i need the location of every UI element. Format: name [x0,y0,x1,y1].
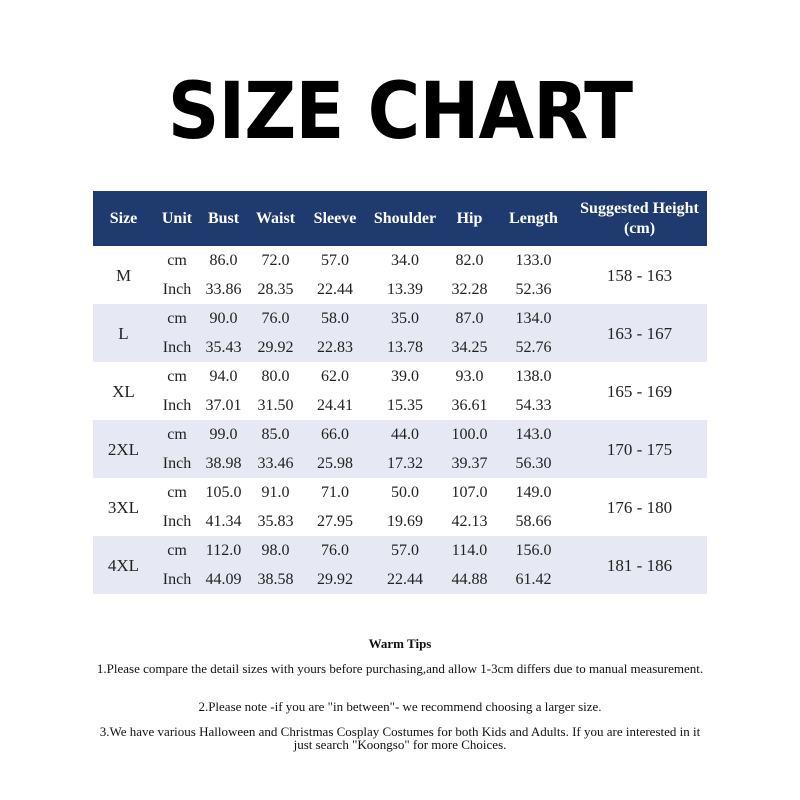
measurement-cell: 27.95 [317,513,353,530]
table-row [93,304,707,333]
measurement-cell: 99.0 [200,420,247,449]
header-waist: Waist [247,191,304,246]
measurement-cell: 76.0 [304,536,366,565]
table-row [93,536,707,565]
page-title: SIZE CHART [167,67,633,157]
measurement-cell: 33.86 [205,281,242,298]
measurement-cell: 19.69 [387,513,423,530]
unit-cell: Inch [162,281,192,298]
measurement-cell: 34.25 [444,333,495,362]
table-body [93,246,707,594]
measurement-cell: 22.83 [304,333,366,362]
measurement-cell: 98.0 [247,536,304,565]
header-shoulder: Shoulder [366,191,444,246]
measurement-cell: 32.28 [451,281,488,298]
table-row [93,362,707,391]
measurement-cell: 114.0 [444,536,495,565]
measurement-cell: 22.44 [366,565,444,594]
measurement-cell: 38.98 [200,449,247,478]
header-suggested-height: Suggested Height (cm) [572,191,707,246]
measurement-cell: 149.0 [515,484,552,501]
size-chart-table [93,191,707,594]
measurement-cell: 57.0 [321,252,349,269]
measurement-cell: 38.58 [247,565,304,594]
unit-cell: Inch [154,333,200,362]
header-bust: Bust [200,191,247,246]
measurement-cell: 35.43 [200,333,247,362]
header-size: Size [93,191,154,246]
unit-cell: Inch [162,513,192,530]
measurement-cell: 17.32 [366,449,444,478]
unit-cell: cm [154,536,200,565]
measurement-cell: 52.76 [495,333,572,362]
unit-cell: cm [154,420,200,449]
measurement-cell: 56.30 [495,449,572,478]
measurement-cell: 39.0 [391,368,419,385]
measurement-cell: 15.35 [387,397,423,414]
measurement-cell: 35.83 [257,513,294,530]
measurement-cell: 41.34 [205,513,242,530]
measurement-cell: 80.0 [261,368,290,385]
measurement-cell: 76.0 [247,304,304,333]
tip-item: 1.Please compare the detail sizes with yours before purchasing,and allow 1-3cm differs due to manual measurement. [96,661,704,676]
measurement-cell: 112.0 [200,536,247,565]
measurement-cell: 35.0 [366,304,444,333]
suggested-height-cell: 158 - 163 [606,265,673,285]
unit-cell: Inch [154,565,200,594]
measurement-cell: 143.0 [495,420,572,449]
suggested-height-cell: 163 - 167 [572,304,707,362]
measurement-cell: 82.0 [455,252,484,269]
measurement-cell: 57.0 [366,536,444,565]
measurement-cell: 37.01 [205,397,242,414]
unit-cell: cm [154,304,200,333]
measurement-cell: 156.0 [495,536,572,565]
table-header-row [93,191,707,246]
measurement-cell: 62.0 [321,368,349,385]
measurement-cell: 50.0 [391,484,419,501]
measurement-cell: 28.35 [257,281,294,298]
measurement-cell: 90.0 [200,304,247,333]
size-cell: XL [112,381,135,401]
measurement-cell: 25.98 [304,449,366,478]
measurement-cell: 44.0 [366,420,444,449]
measurement-cell: 58.0 [304,304,366,333]
measurement-cell: 33.46 [247,449,304,478]
measurement-cell: 107.0 [451,484,488,501]
measurement-cell: 91.0 [261,484,290,501]
tips-title: Warm Tips [368,636,432,651]
measurement-cell: 72.0 [261,252,290,269]
measurement-cell: 34.0 [391,252,419,269]
measurement-cell: 13.39 [387,281,423,298]
measurement-cell: 61.42 [495,565,572,594]
suggested-height-cell: 181 - 186 [572,536,707,594]
measurement-cell: 71.0 [321,484,349,501]
size-cell: L [93,304,154,362]
measurement-cell: 29.92 [304,565,366,594]
measurement-cell: 86.0 [209,252,238,269]
unit-cell: cm [167,252,187,269]
measurement-cell: 36.61 [451,397,488,414]
measurement-cell: 100.0 [444,420,495,449]
header-length: Length [495,191,572,246]
header-sleeve: Sleeve [304,191,366,246]
measurement-cell: 94.0 [209,368,238,385]
table-row [93,420,707,449]
measurement-cell: 31.50 [257,397,294,414]
measurement-cell: 85.0 [247,420,304,449]
measurement-cell: 133.0 [515,252,552,269]
measurement-cell: 44.09 [200,565,247,594]
measurement-cell: 29.92 [247,333,304,362]
measurement-cell: 87.0 [444,304,495,333]
unit-cell: Inch [154,449,200,478]
header-unit: Unit [154,191,200,246]
measurement-cell: 134.0 [495,304,572,333]
size-cell: 3XL [107,497,140,517]
suggested-height-cell: 165 - 169 [606,381,673,401]
table-row [93,246,707,275]
unit-cell: Inch [162,397,192,414]
measurement-cell: 13.78 [366,333,444,362]
measurement-cell: 54.33 [515,397,552,414]
measurement-cell: 44.88 [444,565,495,594]
measurement-cell: 66.0 [304,420,366,449]
measurement-cell: 138.0 [515,368,552,385]
size-cell: M [115,265,132,285]
measurement-cell: 52.36 [515,281,552,298]
unit-cell: cm [167,368,187,385]
header-hip: Hip [444,191,495,246]
suggested-height-cell: 170 - 175 [572,420,707,478]
suggested-height-cell: 176 - 180 [606,497,673,517]
measurement-cell: 22.44 [317,281,353,298]
unit-cell: cm [167,484,187,501]
measurement-cell: 39.37 [444,449,495,478]
measurement-cell: 42.13 [451,513,488,530]
size-cell: 4XL [93,536,154,594]
tip-item: 2.Please note -if you are "in between"- we recommend choosing a larger size. [198,699,602,714]
table-row [93,478,707,507]
measurement-cell: 93.0 [455,368,484,385]
tip-item: 3.We have various Halloween and Christmas Cosplay Costumes for both Kids and Adults. If you are interested in it just search "Koongso" for more Choices. [99,724,701,752]
measurement-cell: 24.41 [317,397,353,414]
size-cell: 2XL [93,420,154,478]
measurement-cell: 58.66 [515,513,552,530]
measurement-cell: 105.0 [205,484,242,501]
